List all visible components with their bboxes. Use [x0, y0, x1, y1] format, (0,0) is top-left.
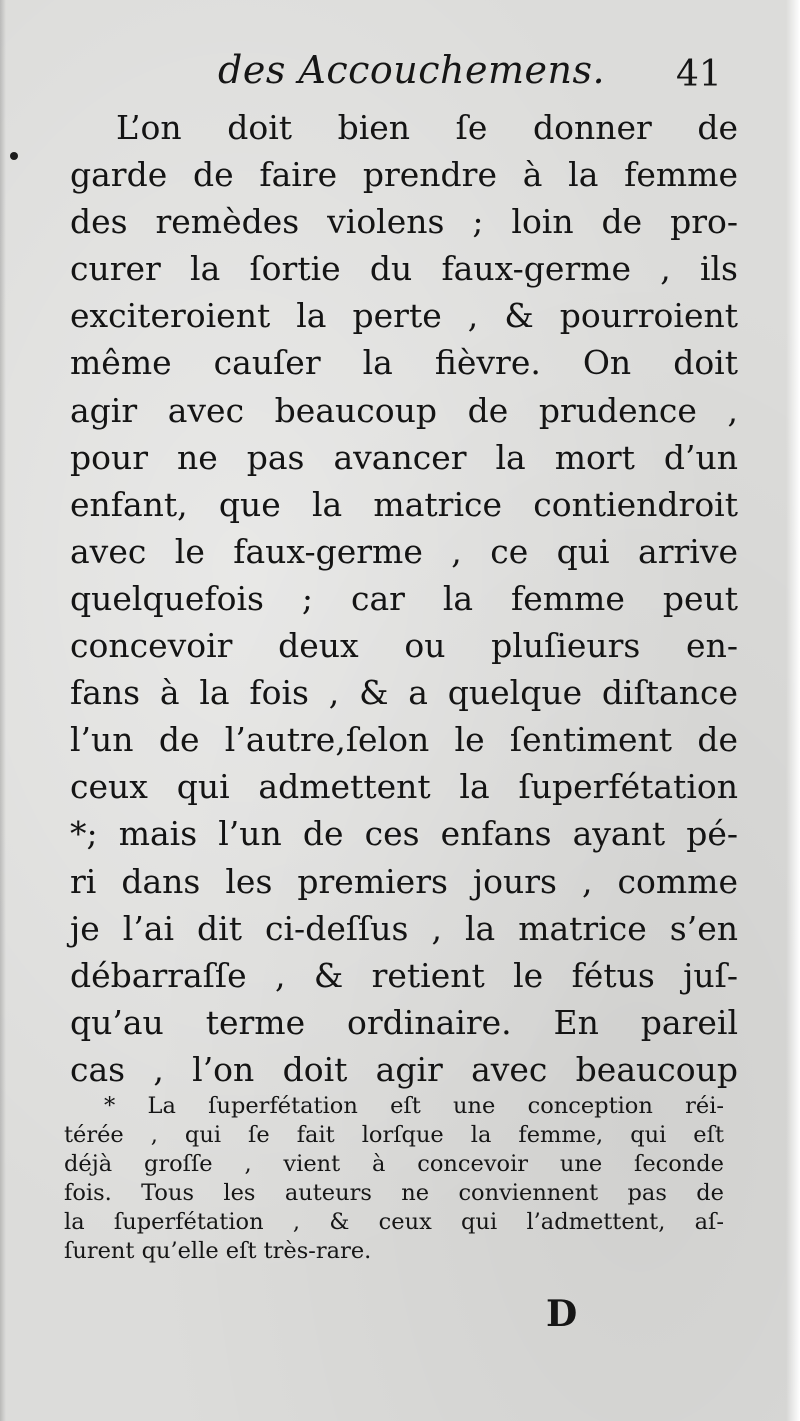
body-line: fans à la fois , & a quelque diſtance	[70, 673, 738, 713]
body-line: concevoir deux ou pluſieurs en-	[70, 626, 738, 666]
footnote-line: la ſuperfétation , & ceux qui l’admettent, aſ-	[64, 1209, 724, 1235]
body-line: enfant, que la matrice contiendroit	[70, 484, 738, 524]
body-line: ri dans les premiers jours , comme	[70, 861, 738, 901]
footnote-line: * La ſuperfétation eſt une conception réi-	[104, 1093, 724, 1119]
footnote-line: térée , qui ſe fait lorſque la femme, qui eſt	[64, 1122, 724, 1148]
body-line: *; mais l’un de ces enfans ayant pé-	[70, 814, 738, 854]
body-line: garde de faire prendre à la femme	[70, 155, 738, 195]
running-title: des Accouchemens.	[218, 48, 606, 92]
footnote-line: déjà groſſe , vient à concevoir une ſeconde	[64, 1151, 724, 1177]
body-line: débarraſſe , & retient le fétus juſ-	[70, 955, 738, 995]
body-line: même cauſer la fièvre. On doit	[70, 343, 738, 383]
page-number: 41	[676, 54, 722, 95]
body-line: des remèdes violens ; loin de pro-	[70, 202, 738, 242]
body-line: pour ne pas avancer la mort d’un	[70, 437, 738, 477]
body-line: cas , l’on doit agir avec beaucoup	[70, 1049, 738, 1089]
body-line: exciteroient la perte , & pourroient	[70, 296, 738, 336]
footnote	[64, 1092, 724, 1266]
page-edge	[786, 0, 800, 1421]
footnote-line: ſurent qu’elle eſt très-rare.	[64, 1238, 372, 1264]
body-line: ceux qui admettent la ſuperfétation	[70, 767, 738, 807]
body-line: qu’au terme ordinaire. En pareil	[70, 1002, 738, 1042]
page-gutter-shadow	[0, 0, 6, 1421]
signature-mark: D	[546, 1293, 578, 1335]
ink-speck	[10, 152, 18, 160]
body-line: L’on doit bien ſe donner de	[116, 108, 738, 147]
body-line: curer la ſortie du faux-germe , ils	[70, 249, 738, 289]
body-line: l’un de l’autre,ſelon le ſentiment de	[70, 720, 738, 760]
body-text	[70, 104, 738, 1093]
body-line: quelquefois ; car la femme peut	[70, 578, 738, 618]
body-line: agir avec beaucoup de prudence ,	[70, 390, 738, 430]
body-line: je l’ai dit ci-deſſus , la matrice s’en	[70, 908, 738, 948]
body-line: avec le faux-germe , ce qui arrive	[70, 531, 738, 571]
footnote-line: fois. Tous les auteurs ne conviennent pas de	[64, 1180, 724, 1206]
